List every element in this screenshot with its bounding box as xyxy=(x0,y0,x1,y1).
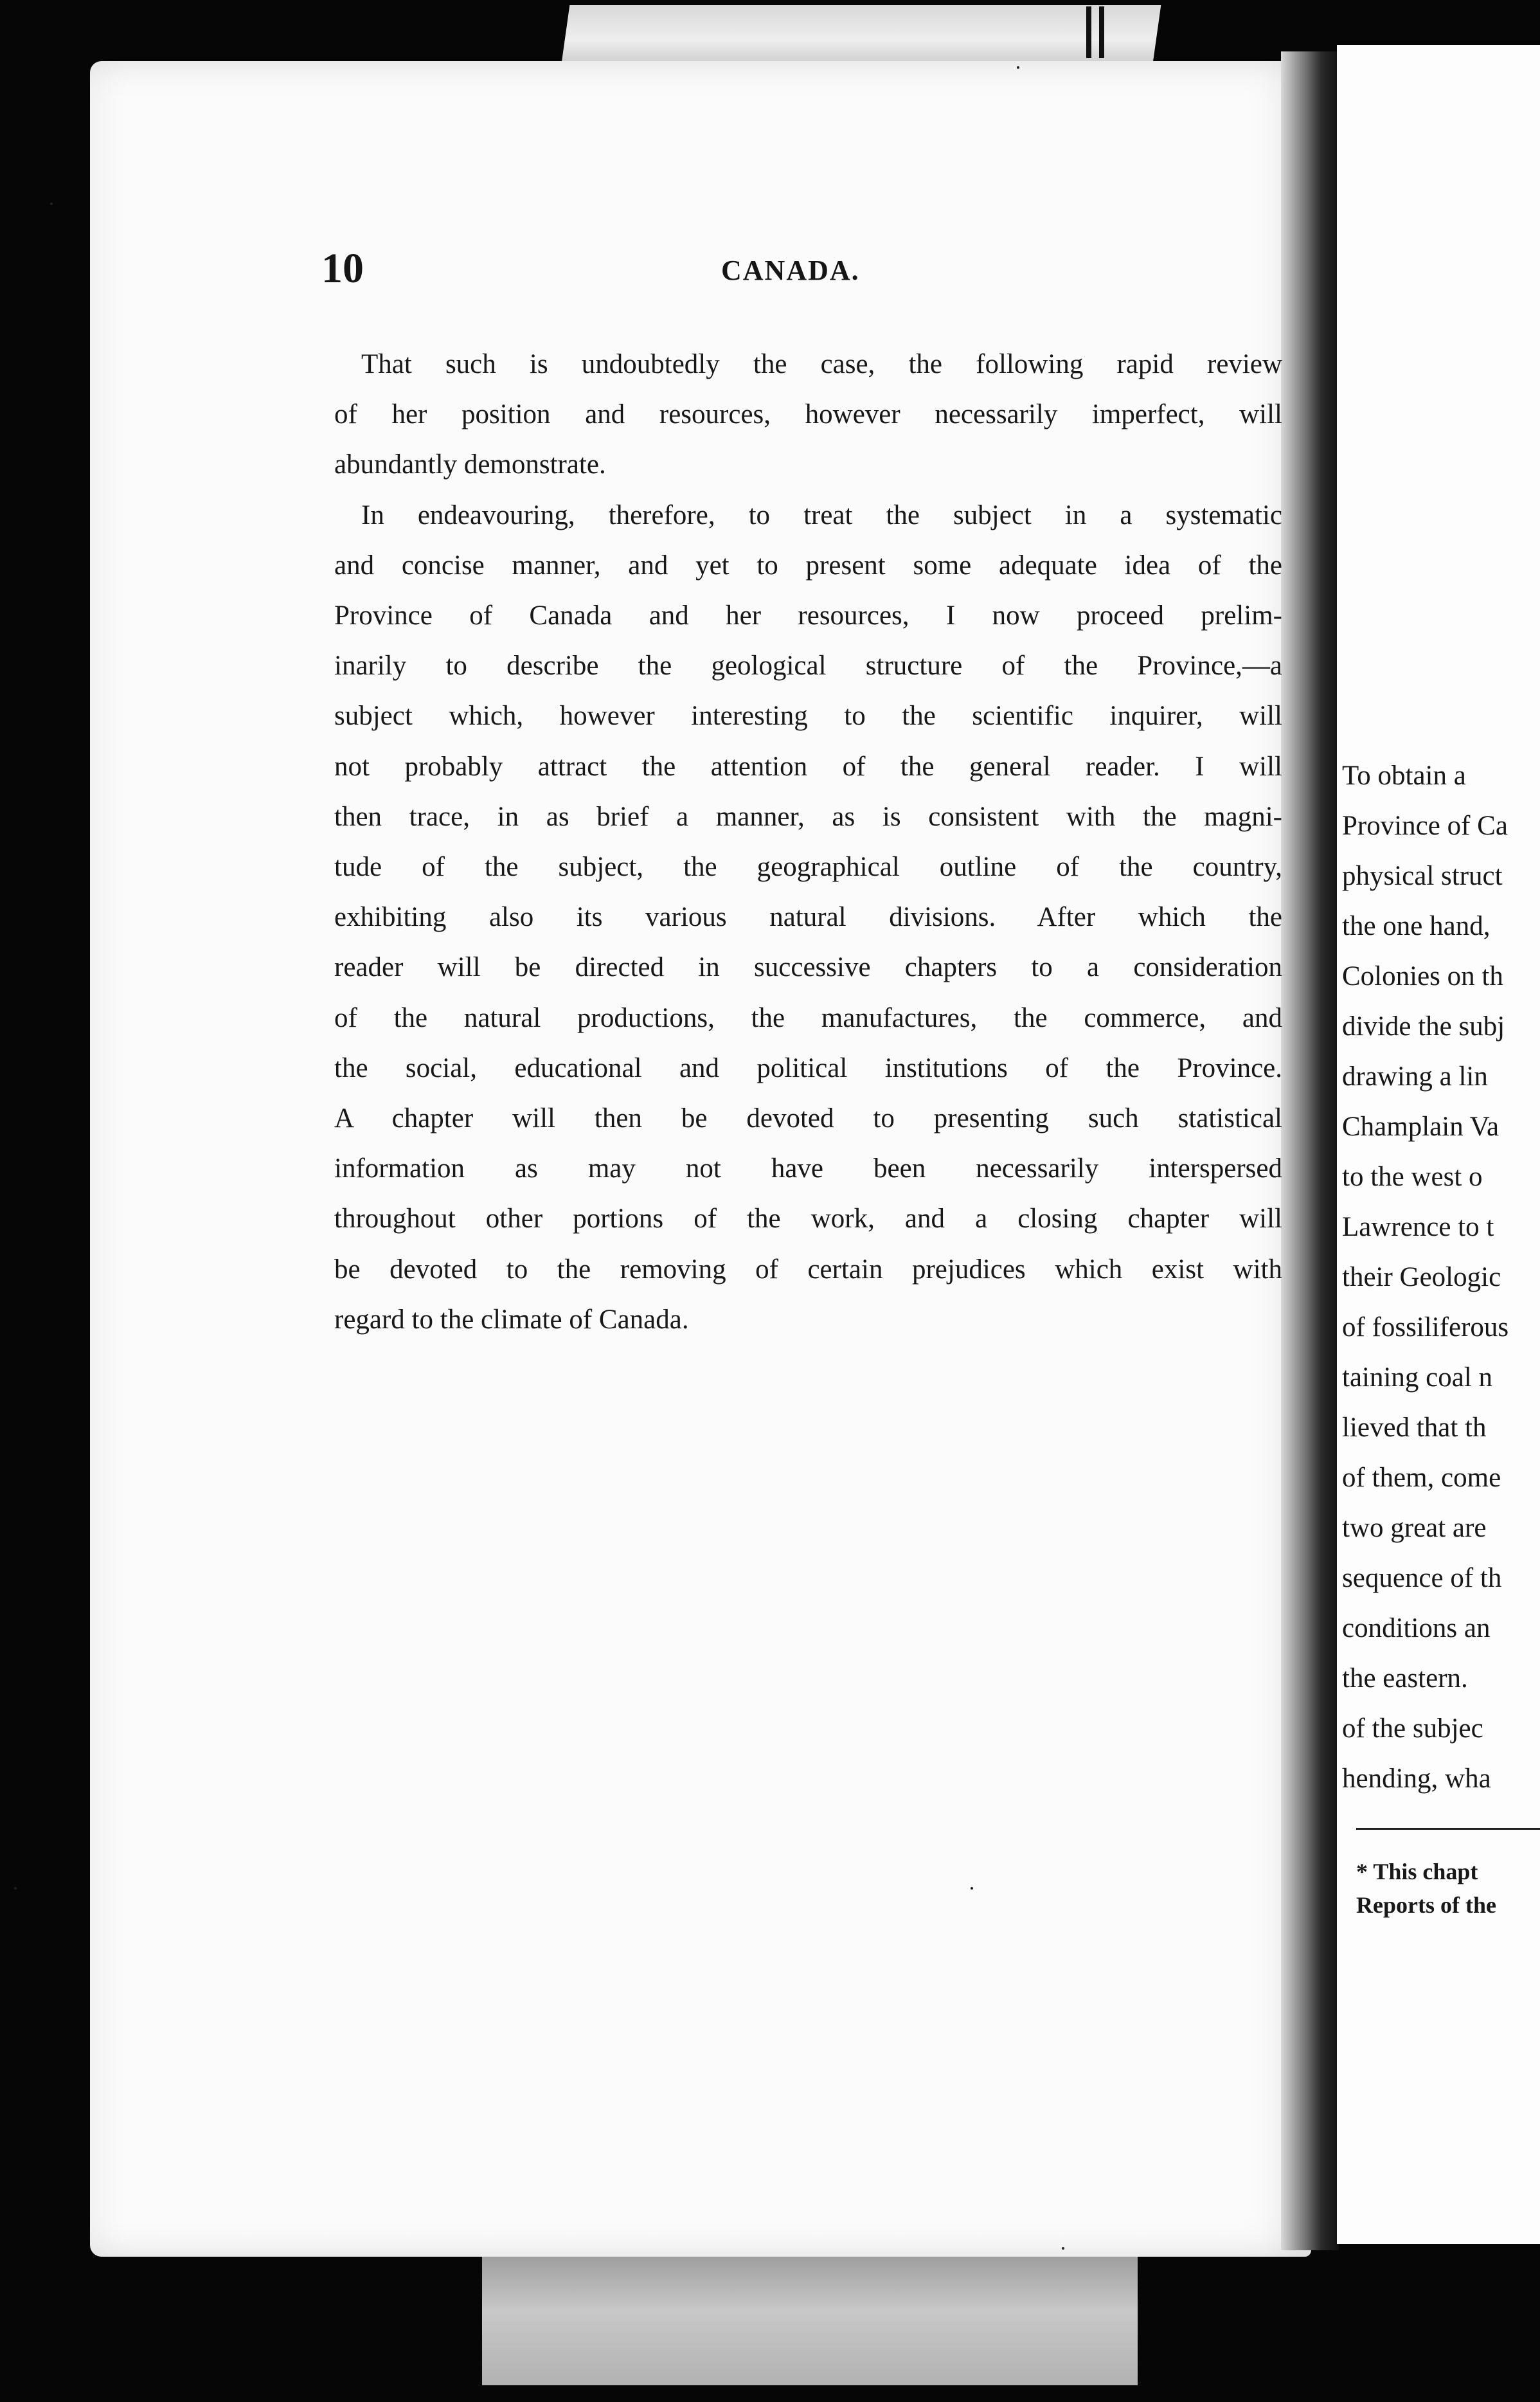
right-page-line: of fossiliferous xyxy=(1342,1312,1509,1342)
right-page-line: hending, wha xyxy=(1342,1764,1491,1794)
body-line: regard to the climate of Canada. xyxy=(334,1304,689,1335)
top-binding-mark xyxy=(1086,6,1104,58)
right-page-line: the one hand, xyxy=(1342,911,1491,941)
scan-speck xyxy=(1017,66,1019,69)
bottom-paper-scrap xyxy=(482,2250,1138,2385)
right-page-line: of the subjec xyxy=(1342,1713,1483,1744)
body-line: subject which, however interesting to the scientific inquirer, will xyxy=(334,701,1282,732)
right-page-line: To obtain a xyxy=(1342,761,1466,791)
scan-speck xyxy=(50,203,53,205)
body-line: be devoted to the removing of certain prejudices which exist with xyxy=(334,1254,1282,1285)
scan-speck xyxy=(1062,2247,1064,2250)
body-line: reader will be directed in successive chapters to a consideration xyxy=(334,952,1282,983)
right-page-line: taining coal n xyxy=(1342,1362,1493,1393)
top-paper-scrap xyxy=(562,5,1161,63)
body-line: A chapter will then be devoted to presenting such statistical xyxy=(334,1103,1282,1134)
body-line: then trace, in as brief a manner, as is consistent with the magni- xyxy=(334,801,1282,832)
right-page-line: Champlain Va xyxy=(1342,1112,1500,1142)
body-line: inarily to describe the geological structure of the Province,—a xyxy=(334,651,1282,682)
right-page-line: drawing a lin xyxy=(1342,1061,1488,1092)
right-page-line: of them, come xyxy=(1342,1463,1501,1493)
body-line: of the natural productions, the manufactures, the commerce, and xyxy=(334,1002,1282,1033)
body-line: exhibiting also its various natural divisions. After which the xyxy=(334,902,1282,933)
footnote-line: Reports of the xyxy=(1356,1892,1496,1918)
footnote-rule xyxy=(1356,1828,1540,1830)
right-page-line: divide the subj xyxy=(1342,1011,1505,1042)
body-line: of her position and resources, however necessarily imperfect, will xyxy=(334,399,1282,430)
footnote-line: * This chapt xyxy=(1356,1859,1478,1884)
right-page-line: to the west o xyxy=(1342,1162,1483,1192)
right-page-line: the eastern. xyxy=(1342,1663,1468,1693)
right-page-line: sequence of th xyxy=(1342,1563,1502,1593)
running-head xyxy=(321,245,1285,312)
right-page-line: physical struct xyxy=(1342,861,1503,891)
right-page-line: their Geologic xyxy=(1342,1262,1501,1292)
right-page-line: Colonies on th xyxy=(1342,961,1503,991)
body-line: and concise manner, and yet to present some adequate idea of the xyxy=(334,550,1282,581)
right-page-line: lieved that th xyxy=(1342,1413,1487,1443)
right-page-line: Lawrence to t xyxy=(1342,1212,1494,1242)
right-page-line: Province of Ca xyxy=(1342,811,1508,841)
left-page-body-text xyxy=(334,339,1282,1345)
body-line: In endeavouring, therefore, to treat the subject in a systematic xyxy=(361,500,1282,530)
body-line: information as may not have been necessarily interspersed xyxy=(334,1153,1282,1184)
scan-speck xyxy=(14,1887,17,1890)
body-line: throughout other portions of the work, and a closing chapter will xyxy=(334,1204,1282,1234)
running-title: CANADA. xyxy=(721,255,860,286)
right-page-line: conditions an xyxy=(1342,1613,1491,1643)
right-page-cropped-text xyxy=(1342,751,1540,1804)
body-line: not probably attract the attention of the general reader. I will xyxy=(334,751,1282,782)
body-line: tude of the subject, the geographical outline of the country, xyxy=(334,852,1282,883)
body-line: abundantly demonstrate. xyxy=(334,449,606,480)
body-line: the social, educational and political institutions of the Province. xyxy=(334,1052,1282,1083)
scan-speck xyxy=(971,1887,973,1890)
book-gutter-shadow xyxy=(1281,51,1339,2250)
body-line: That such is undoubtedly the case, the following rapid review xyxy=(361,349,1282,379)
body-line: Province of Canada and her resources, I now proceed prelim- xyxy=(334,600,1282,631)
right-page-line: two great are xyxy=(1342,1513,1487,1543)
right-page-footnote xyxy=(1356,1855,1540,1922)
page-number: 10 xyxy=(321,245,364,292)
